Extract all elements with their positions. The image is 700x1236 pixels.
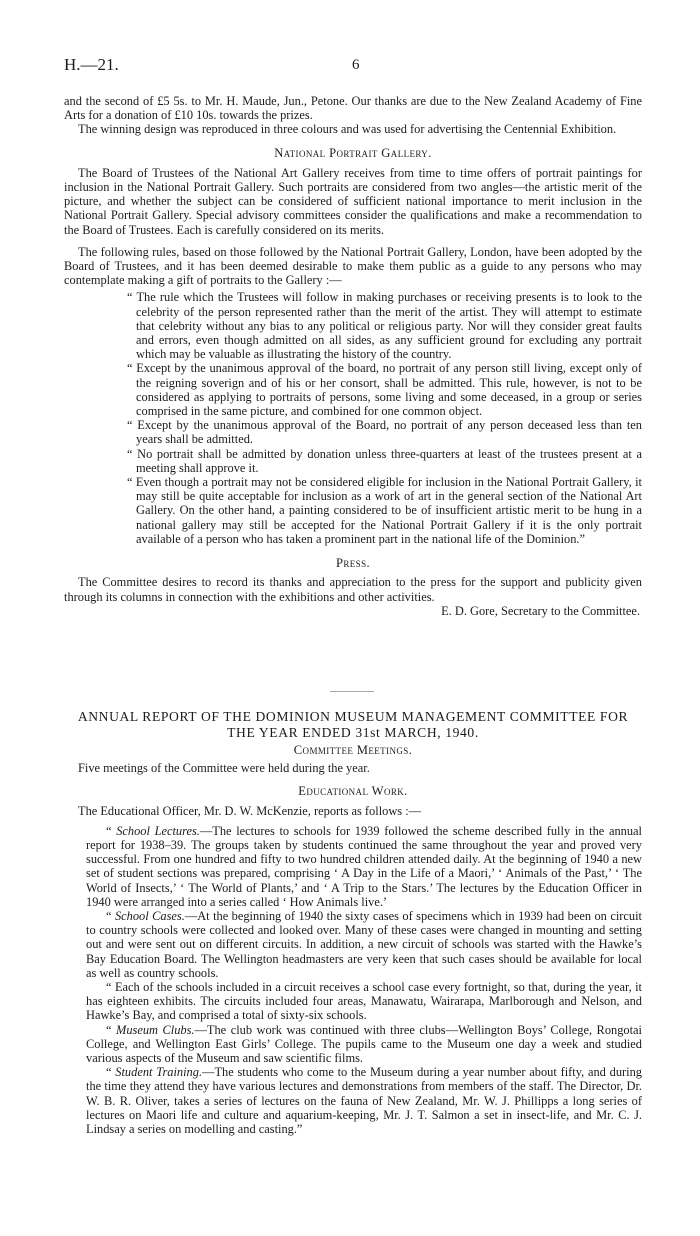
rule-item: “ The rule which the Trustees will follow in making purchases or receiving presents is to look to the celebrity of the person represented rather than the merit of the artist. They will attempt to estimate that celebrity without any bias to any political or religious party. Nor will they consider great faults and errors, even though admitted on all sides, as any sufficient ground for excluding any portrait which may be valuable as illustrating the history of the country.: [127, 290, 642, 362]
museum-clubs-title: Museum Clubs.: [116, 1022, 195, 1037]
student-training-title: Student Training.: [115, 1065, 203, 1080]
page-number: 6: [352, 57, 360, 73]
portrait-gallery-paragraph: The Board of Trustees of the National Art Gallery receives from time to time offers of portrait paintings for inclusion in the National Portrait Gallery. Such portraits are considered from two angles—the artistic merit of the picture, and whether the subject can be considered of sufficient national importance to merit inclusion in the National Portrait Gallery. Special advisory committees consider the qualifications and make a recommendation to the Board of Trustees. Each is carefully considered on its merits.: [64, 165, 642, 237]
school-cases-title: School Cases.: [114, 909, 185, 924]
competition-paragraph: and the second of £5 5s. to Mr. H. Maude, Jun., Petone. Our thanks are due to the New Zealand Academy of Fine Arts for a donation of £10 10s. towards the prizes.: [64, 94, 642, 123]
school-cases-paragraph: “ School Cases.—At the beginning of 1940 the sixty cases of specimens which in 1939 had been on circuit to country schools were collected and looked over. Many of these cases were changed in mounting and setting out and were sent out on different circuits. In addition, a new circuit of schools was started with the Hawke’s Bay Education Board. The Wellington headmasters are very keen that such cases should be available for local as well as country schools.: [86, 909, 642, 980]
school-lectures-title: School Lectures.: [116, 823, 200, 838]
document-reference: H.—21.: [64, 55, 119, 74]
rules-intro-paragraph: The following rules, based on those followed by the National Portrait Gallery, London, have been adopted by the Board of Trustees, and it has been deemed desirable to make them public as a guide to any persons who may contemplate making a gift of portraits to the Gallery :—: [64, 244, 642, 288]
rules-list: [116, 290, 642, 546]
school-cases-text: —At the beginning of 1940 the sixty cases of specimens which in 1939 had been on circuit to country schools were collected and looked over. Many of these cases were changed in mounting and setting out and were sent out on different circuits. In addition, a new circuit of schools was started with the Hawke’s Bay Education Board. The Wellington headmasters are very keen that such cases should be available for local as well as country schools.: [86, 909, 642, 980]
museum-report-section: [64, 709, 642, 1136]
rule-item: “ Even though a portrait may not be considered eligible for inclusion in the National Portrait Gallery, it may still be quite acceptable for inclusion as a work of art in the general section of the National Art Gallery. On the other hand, a painting considered to be of insufficient artistic merit to be hung in a national gallery may still be accepted for the National Portrait Gallery if it is the only portrait available of a person who has taken a prominent part in the national life of the Dominion.”: [127, 475, 642, 546]
upper-section: [64, 94, 642, 618]
school-lectures-text: —The lectures to schools for 1939 followed the scheme described fully in the annual report for 1938–39. The groups taken by students continued the same throughout the year and proved very successful. From one hundred and fifty to two hundred children attended daily. At the beginning of 1940 a new set of student sections was prepared, comprising ‘ A Day in the Life of a Maori,’ ‘ Animals of the Past,’ ‘ The World of Insects,’ ‘ The World of Plants,’ and ‘ A Trip to the Stars.’ The lectures by the Education Officer in 1940 were arranged into a series called ‘ How Animals live.’: [86, 823, 642, 909]
student-training-text: —The students who come to the Museum during a year number about fifty, and during the time they attend they have various lectures and demonstrations from members of the staff. The Director, Dr. W. B. R. Oliver, takes a series of lectures on the fauna of New Zealand, Mr. W. J. Phillipps a long series of lectures on Maori life and culture and aquarium-keeping, Mr. J. T. Salmon a set in insect-life, and Mr. C. J. Lindsay a series on modelling and casting.”: [86, 1065, 642, 1137]
press-paragraph: The Committee desires to record its thanks and appreciation to the press for the support and publicity given through its columns in connection with the exhibitions and other activities.: [64, 575, 642, 604]
rule-item: “ Except by the unanimous approval of the board, no portrait of any person still living, except only of the reigning soverign and of his or her consort, shall be admitted. This rule, however, is not to be considered as applying to portraits of persons, some living and some deceased, in a group or series comprised in the same picture, and combined for one common object.: [127, 361, 642, 419]
rule-item: “ No portrait shall be admitted by donation unless three-quarters at least of the trustees present at a meeting shall approve it.: [127, 446, 642, 475]
museum-clubs-paragraph: “ Museum Clubs.—The club work was continued with three clubs—Wellington Boys’ College, Rongotai College, and Wellington East Girls’ College. The pupils came to the Museum one day a week and studied various aspects of the Museum and saw scientific films.: [86, 1022, 642, 1066]
student-training-paragraph: “ Student Training.—The students who come to the Museum during a year number about fifty, and during the time they attend they have various lectures and demonstrations from members of the staff. The Director, Dr. W. B. R. Oliver, takes a series of lectures on the fauna of New Zealand, Mr. W. J. Phillipps a long series of lectures on Maori life and culture and aquarium-keeping, Mr. J. T. Salmon a set in insect-life, and Mr. C. J. Lindsay a series on modelling and casting.”: [86, 1065, 642, 1137]
circuit-paragraph: “ Each of the schools included in a circuit receives a school case every fortnight, so that, during the year, it has eighteen exhibits. The circuits included four areas, Manawatu, Wairarapa, Marlborough and Nelson, and Hawke’s Bay, and comprised a total of sixty-six schools.: [86, 980, 642, 1023]
winning-design-paragraph: The winning design was reproduced in three colours and was used for advertising the Centennial Exhibition.: [78, 122, 617, 137]
education-heading: Educational Work.: [298, 784, 408, 799]
portrait-gallery-heading: National Portrait Gallery.: [274, 145, 432, 160]
meetings-paragraph: Five meetings of the Committee were held during the year.: [78, 761, 370, 776]
report-title: ANNUAL REPORT OF THE DOMINION MUSEUM MANAGEMENT COMMITTEE FOR THE YEAR ENDED 31st MARCH, 1940.: [77, 709, 629, 740]
school-lectures-paragraph: “ School Lectures.—The lectures to schools for 1939 followed the scheme described fully in the annual report for 1938–39. The groups taken by students continued the same throughout the year and proved very successful. From one hundred and fifty to two hundred children attended daily. At the beginning of 1940 a new set of student sections was prepared, comprising ‘ A Day in the Life of a Maori,’ ‘ Animals of the Past,’ ‘ The World of Insects,’ ‘ The World of Plants,’ and ‘ A Trip to the Stars.’ The lectures by the Education Officer in 1940 were arranged into a series called ‘ How Animals live.’: [86, 823, 642, 909]
section-divider: [330, 691, 374, 692]
museum-clubs-text: —The club work was continued with three clubs—Wellington Boys’ College, Rongotai College, and Wellington East Girls’ College. The pupils came to the Museum one day a week and studied various aspects of the Museum and saw scientific films.: [86, 1022, 642, 1066]
signature: E. D. Gore, Secretary to the Committee.: [441, 603, 640, 618]
educational-report-quote: [86, 824, 642, 1136]
rule-item: “ Except by the unanimous approval of the Board, no portrait of any person deceased less than ten years shall be admitted.: [127, 418, 642, 447]
press-heading: Press.: [335, 556, 371, 571]
meetings-heading: Committee Meetings.: [293, 743, 413, 757]
education-intro: The Educational Officer, Mr. D. W. McKenzie, reports as follows :—: [78, 803, 422, 818]
